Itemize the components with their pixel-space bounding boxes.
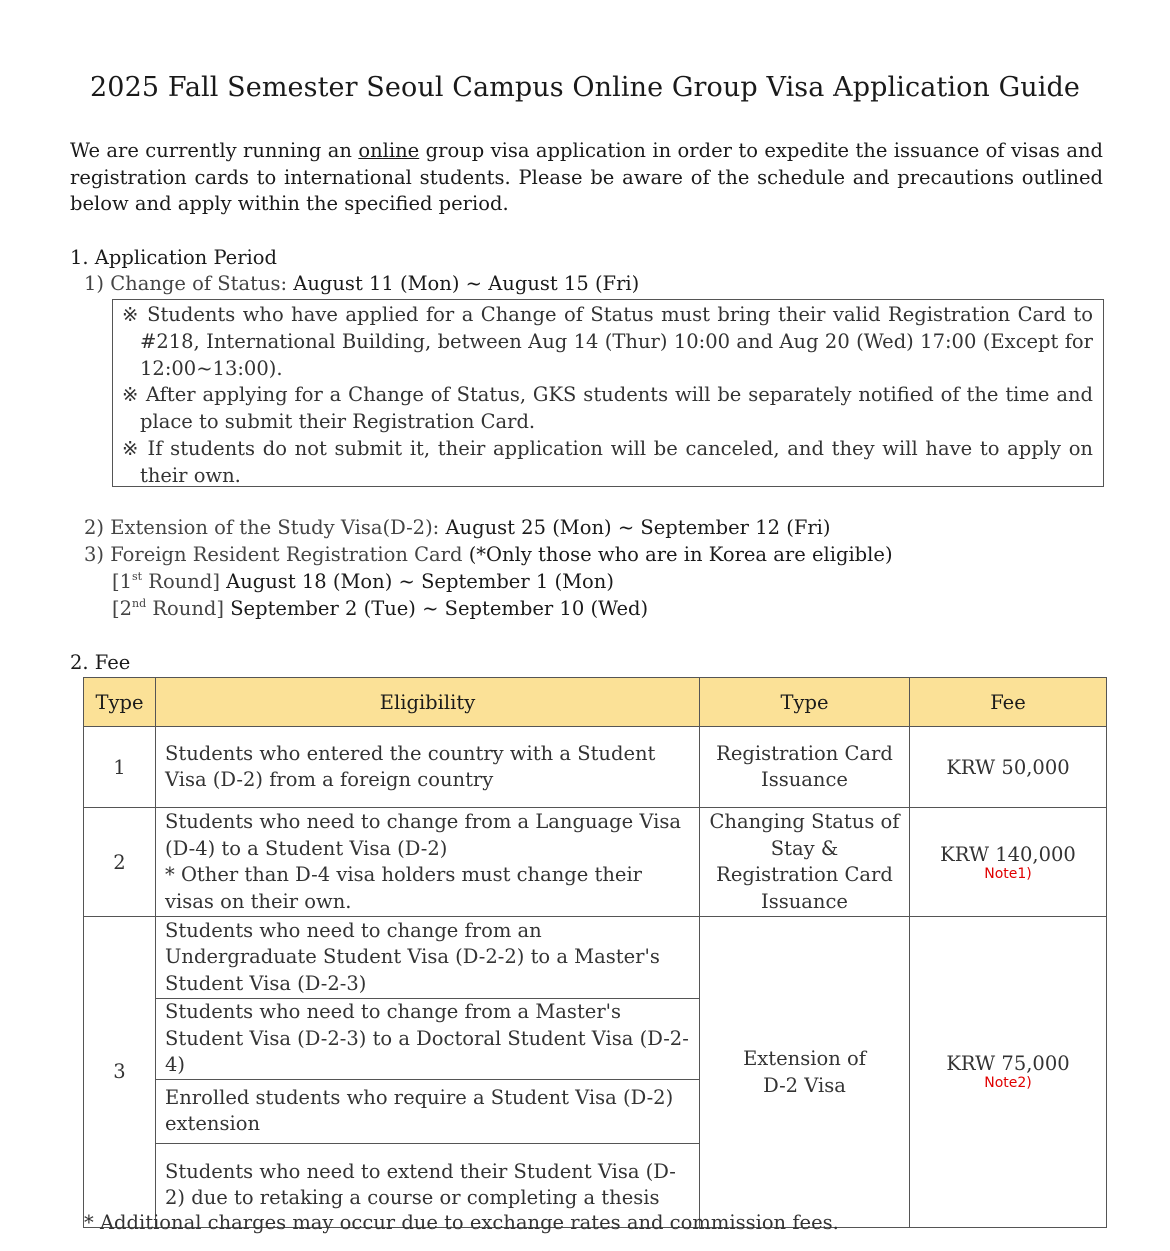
extension-dates: August 25 (Mon) ~ September 12 (Fri) xyxy=(445,516,831,539)
registration-card-eligibility-note: (*Only those who are in Korea are eligible) xyxy=(468,543,893,566)
registration-card-label: 3) Foreign Resident Registration Card xyxy=(84,543,469,566)
row-number: 2 xyxy=(84,808,156,917)
fee-amount: KRW 140,000 xyxy=(940,842,1076,866)
intro-paragraph xyxy=(70,138,1103,218)
fee-cell xyxy=(910,917,1107,1228)
round-1-ordinal: st xyxy=(132,570,143,583)
type-cell: Registration Card Issuance xyxy=(700,727,910,808)
round-1-dates: August 18 (Mon) ~ September 1 (Mon) xyxy=(226,570,614,593)
section-application-period-heading: 1. Application Period xyxy=(70,246,278,269)
change-of-status-dates: August 11 (Mon) ~ August 15 (Fri) xyxy=(293,272,640,295)
extension-label: 2) Extension of the Study Visa(D-2): xyxy=(84,516,446,539)
fee-note-reference: Note2) xyxy=(984,1075,1032,1092)
intro-text: We are currently running an xyxy=(70,139,359,162)
header-fee: Fee xyxy=(910,678,1107,727)
type-text: D-2 Visa xyxy=(763,1073,846,1097)
change-of-status-line xyxy=(84,272,639,295)
intro-text-rest: group visa application in order to expedite the issuance of visas and registration cards to international students. Please be aware of the schedule and precautions outlined below and apply within the specified period. xyxy=(70,139,1103,215)
notice-item: ※ Students who have applied for a Change of Status must bring their valid Registration Card to #218, International Building, between Aug 14 (Thur) 10:00 and Aug 20 (Wed) 17:00 (Except for 12:00~13:00). xyxy=(122,303,1093,380)
eligibility-cell: Students who need to change from a Master's Student Visa (D-2-3) to a Doctoral Student Visa (D-2-4) xyxy=(156,999,700,1080)
eligibility-cell: Students who need to change from an Undergraduate Student Visa (D-2-2) to a Master's Student Visa (D-2-3) xyxy=(156,917,700,999)
round-2-label-end: Round] xyxy=(146,597,231,620)
eligibility-text: Students who need to change from a Language Visa (D-4) to a Student Visa (D-2) xyxy=(165,810,681,860)
eligibility-cell: Students who entered the country with a Student Visa (D-2) from a foreign country xyxy=(156,727,700,808)
eligibility-cell xyxy=(156,808,700,917)
fee-note-reference: Note1) xyxy=(984,865,1032,882)
row-number: 1 xyxy=(84,727,156,808)
eligibility-cell: Enrolled students who require a Student Visa (D-2) extension xyxy=(156,1079,700,1143)
header-type: Type xyxy=(700,678,910,727)
change-of-status-label: 1) Change of Status: xyxy=(84,272,294,295)
registration-card-line xyxy=(84,543,893,566)
round-2-label: [2 xyxy=(112,597,133,620)
fee-cell xyxy=(910,808,1107,917)
fee-footnote: * Additional charges may occur due to exchange rates and commission fees. xyxy=(84,1211,839,1234)
type-cell xyxy=(700,917,910,1228)
round-1-label-end: Round] xyxy=(142,570,227,593)
round-2-ordinal: nd xyxy=(132,597,147,610)
eligibility-cell: Students who need to extend their Student Visa (D-2) due to retaking a course or completing a thesis xyxy=(156,1143,700,1227)
notice-item: ※ If students do not submit it, their application will be canceled, and they will have to apply on their own. xyxy=(122,436,1093,487)
fee-table-header-row xyxy=(84,678,1107,727)
notice-item: ※ After applying for a Change of Status, GKS students will be separately notified of the time and place to submit their Registration Card. xyxy=(122,383,1093,434)
table-row xyxy=(84,808,1107,917)
table-row xyxy=(84,917,1107,999)
round-2-line xyxy=(112,597,648,620)
round-2-dates: September 2 (Tue) ~ September 10 (Wed) xyxy=(230,597,649,620)
round-1-label: [1 xyxy=(112,570,133,593)
fee-cell: KRW 50,000 xyxy=(910,727,1107,808)
change-of-status-notice-box xyxy=(112,299,1104,487)
round-1-line xyxy=(112,570,614,593)
header-type-number: Type xyxy=(84,678,156,727)
type-cell xyxy=(700,808,910,917)
extension-line xyxy=(84,516,831,539)
type-text: Changing Status of Stay & xyxy=(709,810,900,860)
table-row xyxy=(84,727,1107,808)
fee-amount: KRW 75,000 xyxy=(946,1052,1070,1076)
online-emphasis: online xyxy=(358,139,420,162)
page-title: 2025 Fall Semester Seoul Campus Online Group Visa Application Guide xyxy=(90,72,1080,103)
section-fee-heading: 2. Fee xyxy=(70,651,131,674)
header-eligibility: Eligibility xyxy=(156,678,700,727)
eligibility-subnote: * Other than D-4 visa holders must change their visas on their own. xyxy=(165,863,642,913)
type-text: Registration Card Issuance xyxy=(716,863,893,913)
type-text: Extension of xyxy=(743,1046,866,1070)
row-number: 3 xyxy=(84,917,156,1228)
fee-table xyxy=(83,677,1107,1228)
